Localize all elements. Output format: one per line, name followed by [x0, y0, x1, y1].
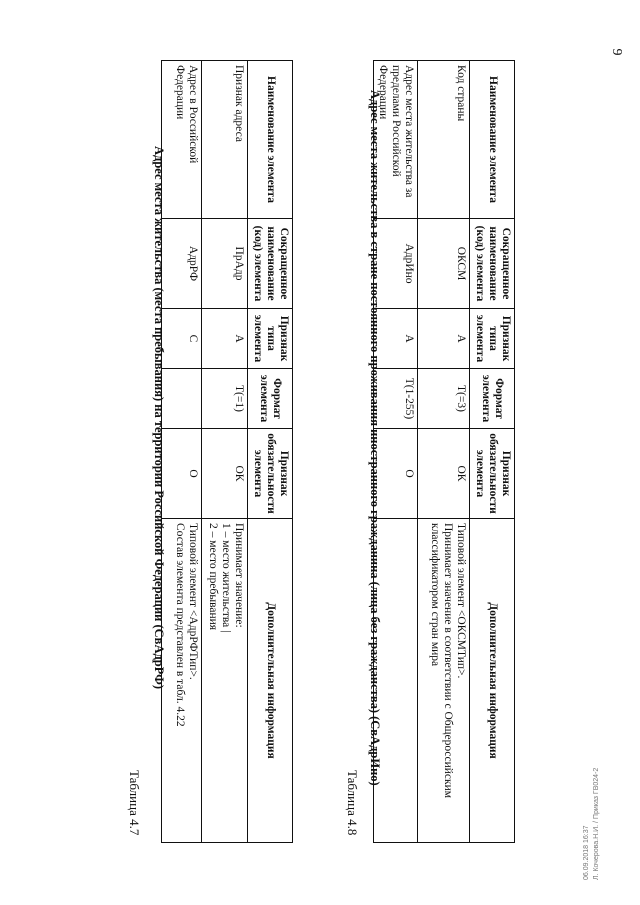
cell-info	[373, 519, 418, 843]
cell-name: Адрес места жительства за пределами Российской Федерации	[373, 61, 418, 219]
header-name: Наименование элемента	[470, 61, 515, 219]
cell-type: А	[373, 309, 418, 369]
header-format: Формат элемента	[470, 369, 515, 429]
page-number: 9	[609, 48, 624, 56]
table-header-row	[248, 61, 293, 843]
table-4-8-label: Таблица 4.8	[345, 770, 360, 836]
header-type: Признак типа элемента	[470, 309, 515, 369]
print-stamp	[582, 767, 622, 880]
cell-format: T(=3)	[418, 369, 470, 429]
cell-required: О	[373, 429, 418, 519]
cell-required: ОК	[202, 429, 248, 519]
header-code: Сокращенное наименование (код) элемента	[470, 219, 515, 309]
cell-code: ОКСМ	[418, 219, 470, 309]
cell-code: АдрИно	[373, 219, 418, 309]
cell-info: Типовой элемент <АдрРФТип>. Состав элемента представлен в табл. 4.22	[162, 519, 202, 843]
cell-type: А	[418, 309, 470, 369]
table-row	[202, 61, 248, 843]
cell-required: О	[162, 429, 202, 519]
header-required: Признак обязательности элемента	[470, 429, 515, 519]
table-4-8	[373, 60, 515, 843]
header-type: Признак типа элемента	[248, 309, 293, 369]
cell-name: Адрес в Российской Федерации	[162, 61, 202, 219]
table-row	[373, 61, 418, 843]
header-name: Наименование элемента	[248, 61, 293, 219]
header-required: Признак обязательности элемента	[248, 429, 293, 519]
cell-type: А	[202, 309, 248, 369]
table-4-7	[161, 60, 293, 843]
cell-type: С	[162, 309, 202, 369]
cell-info: Принимает значение: 1 – место жительства | 2 – место пребывания	[202, 519, 248, 843]
cell-format: T(1-255)	[373, 369, 418, 429]
header-info: Дополнительная информация	[470, 519, 515, 843]
table-header-row	[470, 61, 515, 843]
cell-code: ПрАдр	[202, 219, 248, 309]
cell-code: АдрРФ	[162, 219, 202, 309]
cell-name: Код страны	[418, 61, 470, 219]
cell-format: T(=1)	[202, 369, 248, 429]
cell-info: Типовой элемент <ОКСМТип>. Принимает значение в соответствии с Общероссийским классификатором стран мира	[418, 519, 470, 843]
header-format: Формат элемента	[248, 369, 293, 429]
table-4-7-title: Адрес места жительства (места пребывания) на территории Российской Федерации (СвАдрРФ)	[152, 146, 166, 690]
table-4-8-title: Адрес места жительства в стране постоянного проживания иностранного гражданина (лица без гражданства) (СвАдрИно)	[368, 90, 382, 786]
print-stamp-line1: 06.09.2018 16:37	[583, 825, 590, 880]
cell-name: Признак адреса	[202, 61, 248, 219]
cell-required: ОК	[418, 429, 470, 519]
table-row	[162, 61, 202, 843]
cell-format	[162, 369, 202, 429]
header-code: Сокращенное наименование (код) элемента	[248, 219, 293, 309]
header-info: Дополнительная информация	[248, 519, 293, 843]
table-4-7-label: Таблица 4.7	[127, 770, 142, 836]
table-row	[418, 61, 470, 843]
print-stamp-line2: Л. Кочерова.Н.И. / Приказ ГВ024-2	[593, 767, 600, 880]
